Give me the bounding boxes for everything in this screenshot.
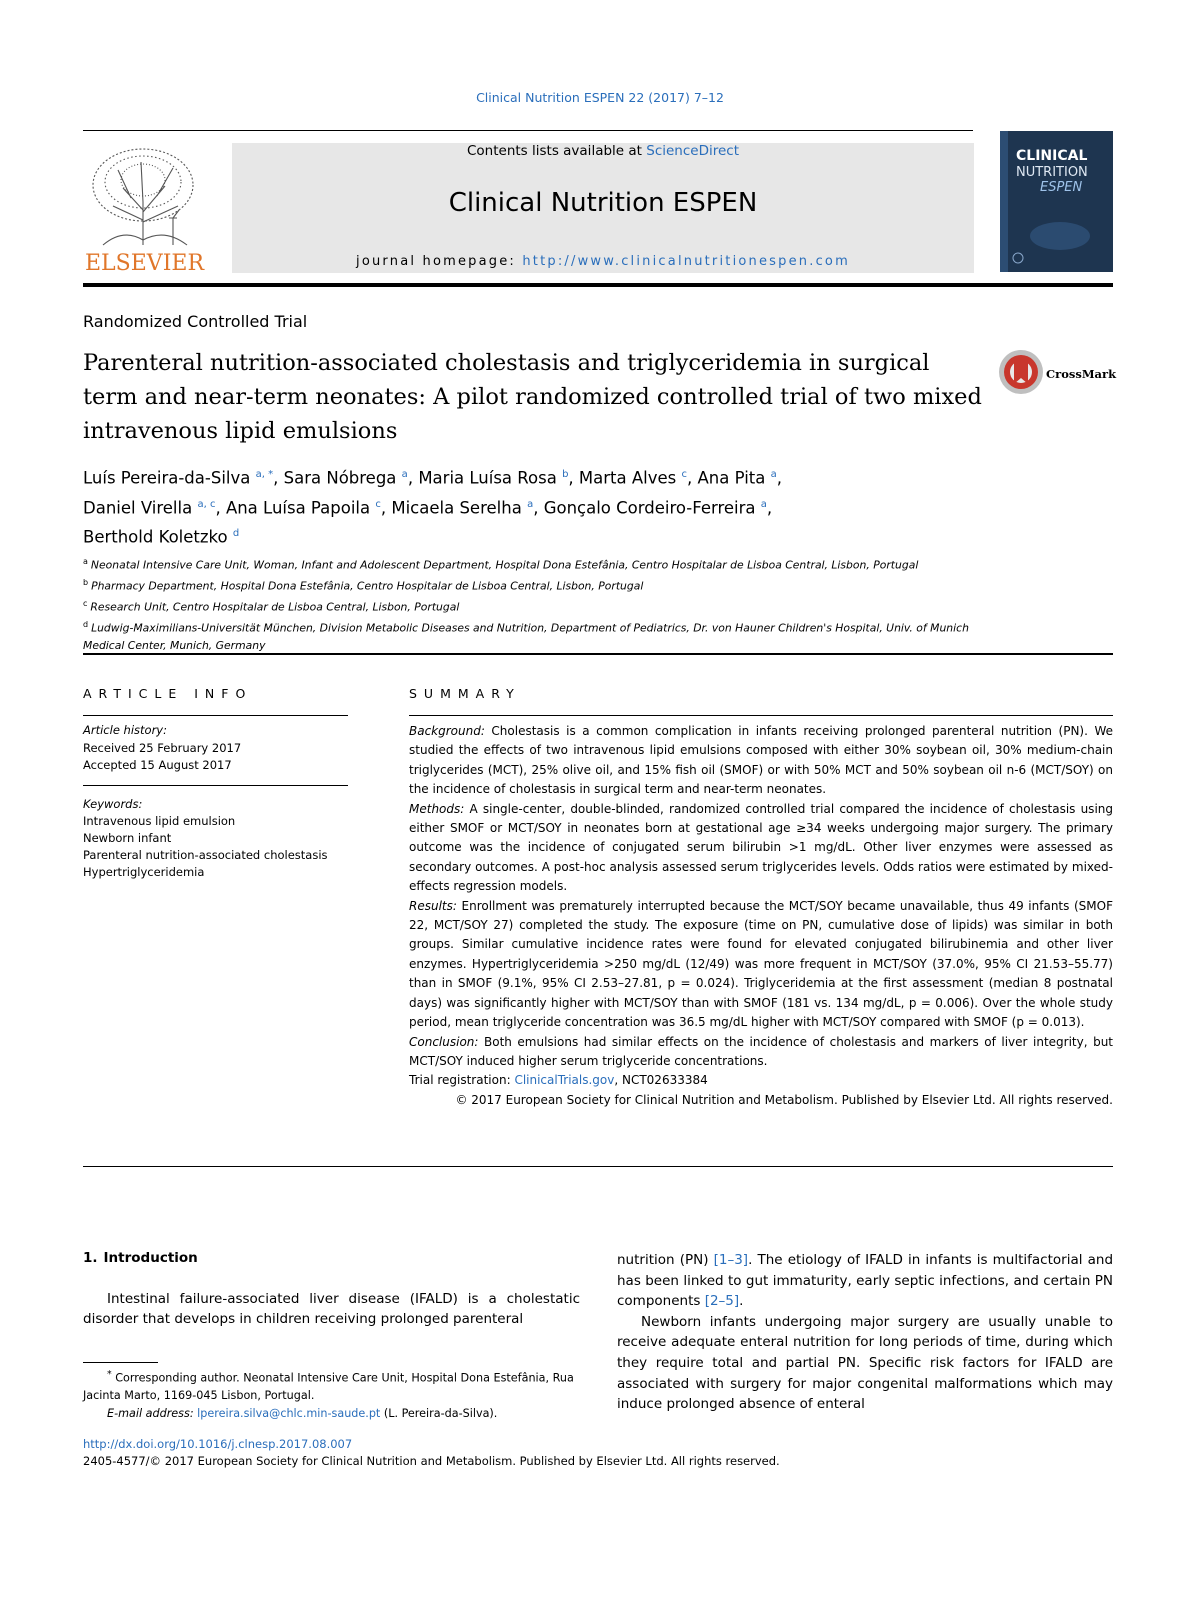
info-rule <box>83 785 348 786</box>
section-rule <box>83 653 1113 655</box>
author-name[interactable]: Ana Luísa Papoila <box>225 498 371 517</box>
author-name[interactable]: Micaela Serelha <box>391 498 522 517</box>
header-rule <box>83 130 973 131</box>
footnote-email <box>83 1405 580 1423</box>
keyword: Newborn infant <box>83 831 172 845</box>
summary-text <box>409 722 1113 1110</box>
article-type: Randomized Controlled Trial <box>83 312 308 331</box>
author-name[interactable]: Luís Pereira-da-Silva <box>83 468 251 488</box>
intro-paragraph-continued <box>617 1250 1113 1312</box>
author-name[interactable]: Sara Nóbrega <box>283 468 397 488</box>
section-rule <box>83 1166 1113 1167</box>
author-separator: , <box>766 498 773 517</box>
affiliation-text: Neonatal Intensive Care Unit, Woman, Infant and Adolescent Department, Hospital Dona Estefânia, Centro Hospitalar de Lisboa Central, Lisbon, Portugal <box>90 558 919 572</box>
conclusion-text: Both emulsions had similar effects on the incidence of cholestasis and markers of liver integrity, but MCT/SOY induced higher serum triglyceride concentrations. <box>409 1034 1113 1068</box>
author-separator: , <box>533 498 544 517</box>
affiliation-mark: a <box>83 557 88 566</box>
keywords-block <box>83 796 348 881</box>
contents-line <box>232 143 974 159</box>
author-separator: , <box>687 468 698 488</box>
affiliation-mark: d <box>83 620 89 630</box>
keyword: Hypertriglyceridemia <box>83 865 205 879</box>
info-rule <box>83 715 348 716</box>
author-list <box>83 462 983 551</box>
summary-rule <box>409 715 1113 716</box>
received-date: Received 25 February 2017 <box>83 740 242 755</box>
affiliation <box>83 616 993 655</box>
email-label: E-mail address: <box>107 1406 198 1420</box>
footnote-rule <box>83 1362 158 1363</box>
author-separator: , <box>568 468 579 488</box>
text-run: . The etiology of IFALD in infants is multifactorial and has been linked to gut immaturity, early septic infections, and certain PN components <box>617 1252 1114 1310</box>
cover-title-line1: CLINICAL <box>1016 148 1088 164</box>
journal-citation[interactable]: Clinical Nutrition ESPEN 22 (2017) 7–12 <box>476 90 724 105</box>
summary-results <box>409 897 1113 1033</box>
affiliation <box>83 574 993 595</box>
homepage-prefix: journal homepage: <box>356 254 523 269</box>
author-affiliation-mark[interactable]: b <box>562 469 569 480</box>
background-label: Background: <box>409 724 485 738</box>
author-separator: , <box>776 468 783 488</box>
trial-label: Trial registration: <box>409 1073 515 1088</box>
section-heading <box>83 1248 580 1269</box>
author-affiliation-mark[interactable]: a, c <box>197 498 216 510</box>
results-text: Enrollment was prematurely interrupted because the MCT/SOY became unavailable, thus 49 infants (SMOF 22, MCT/SOY 27) completed the study. The exposure (time on PN, cumulative dose of lipids) was similar in both groups. Similar cumulative incidence rates were found for elevated conjugated bilirubinemia and other liver enzymes. Hypertriglyceridemia >250 mg/dL (12/49) was more frequent in MCT/SOY (37.0%, 95% CI 21.53–55.77) than in SMOF (9.1%, 95% CI 2.53–27.81, p = 0.024). Triglyceridemia at the first assessment (median 8 postnatal days) was significantly higher with MCT/SOY than with SMOF (181 vs. 134 mg/dL, p = 0.006). Over the whole study period, mean triglyceride concentration was 36.5 mg/dL higher with MCT/SOY compared with SMOF (p = 0.013). <box>409 898 1113 1030</box>
email-link[interactable]: lpereira.silva@chlc.min-saude.pt <box>197 1406 381 1420</box>
text-run: . <box>739 1293 744 1310</box>
affiliation-mark: b <box>83 578 89 588</box>
footnote-text <box>83 1366 580 1405</box>
journal-cover-image[interactable] <box>1000 131 1113 272</box>
contents-prefix: Contents lists available at <box>466 143 647 159</box>
keywords-label: Keywords: <box>83 797 143 811</box>
email-suffix: (L. Pereira-da-Silva). <box>380 1406 498 1420</box>
keyword: Parenteral nutrition-associated cholestasis <box>83 848 328 862</box>
author-affiliation-mark[interactable]: a <box>401 469 408 480</box>
author-separator: , <box>407 468 419 488</box>
methods-label: Methods: <box>409 801 465 816</box>
author-separator: , <box>215 498 226 517</box>
header-thick-rule <box>83 283 1113 287</box>
cover-title-line3: ESPEN <box>1040 180 1083 195</box>
body-left-column <box>83 1248 580 1330</box>
author-affiliation-mark[interactable]: a <box>527 498 534 510</box>
issn-copyright: 2405-4577/© 2017 European Society for Clinical Nutrition and Metabolism. Published by Elsevier Ltd. All rights reserved. <box>83 1454 780 1468</box>
section-number: 1. <box>83 1250 98 1266</box>
author-affiliation-mark[interactable]: c <box>681 469 688 480</box>
trial-id: , NCT02633384 <box>614 1073 708 1088</box>
affiliation-text: Research Unit, Centro Hospitalar de Lisboa Central, Lisbon, Portugal <box>90 600 460 614</box>
footnote-body: Corresponding author. Neonatal Intensive Care Unit, Hospital Dona Estefânia, Rua Jacinta Marto, 1169-045 Lisbon, Portugal. <box>83 1371 574 1403</box>
crossmark-label: CrossMark <box>1046 367 1117 381</box>
history-label: Article history: <box>83 723 167 737</box>
author-affiliation-mark[interactable]: a <box>760 498 767 510</box>
author-affiliation-mark[interactable]: d <box>232 528 240 539</box>
body-right-column <box>617 1250 1113 1415</box>
author-name[interactable]: Ana Pita <box>697 468 766 488</box>
conclusion-label: Conclusion: <box>409 1034 479 1049</box>
trial-registration <box>409 1071 1113 1090</box>
results-label: Results: <box>409 898 457 913</box>
corresponding-author-footnote <box>83 1366 580 1422</box>
summary-copyright: © 2017 European Society for Clinical Nutrition and Metabolism. Published by Elsevier Ltd. All rights reserved. <box>455 1092 1113 1107</box>
homepage-link[interactable]: http://www.clinicalnutritionespen.com <box>522 254 850 269</box>
author-name[interactable]: Maria Luísa Rosa <box>418 468 557 488</box>
article-info-heading: ARTICLE INFO <box>83 686 253 701</box>
crossmark-icon <box>997 348 1117 396</box>
author-affiliation-mark[interactable]: a <box>770 469 777 480</box>
intro-paragraph: Newborn infants undergoing major surgery are usually unable to receive adequate enteral nutrition for long periods of time, during which they require total and partial PN. Specific risk factors for IFALD are associated with surgery for major congenital malformations which may induce prolonged absence of enteral <box>617 1313 1113 1413</box>
summary-heading: SUMMARY <box>409 686 521 701</box>
author-name[interactable]: Gonçalo Cordeiro-Ferreira <box>543 498 756 517</box>
keyword: Intravenous lipid emulsion <box>83 814 236 828</box>
summary-background <box>409 722 1113 800</box>
elsevier-logo <box>83 140 213 275</box>
affiliations <box>83 553 993 655</box>
author-name[interactable]: Daniel Virella <box>83 498 193 517</box>
footnote-mark: * <box>107 1369 112 1380</box>
reference-link[interactable]: [2–5] <box>704 1293 740 1310</box>
summary-conclusion <box>409 1033 1113 1072</box>
homepage-line <box>232 254 974 269</box>
article-history <box>83 722 348 775</box>
affiliation <box>83 595 993 616</box>
methods-text: A single-center, double-blinded, randomized controlled trial compared the incidence of cholestasis using either SMOF or MCT/SOY in neonates born at gestational age ≥34 weeks undergoing major surgery. The primary outcome was the incidence of conjugated serum bilirubin >1 mg/dL. Other liver enzymes were assessed as secondary outcomes. A post-hoc analysis assessed serum triglycerides levels. Odds ratios were estimated by mixed-effects regression models. <box>409 801 1113 894</box>
elsevier-wordmark: ELSEVIER <box>85 251 205 275</box>
cover-title-line2: NUTRITION <box>1016 165 1088 180</box>
author-affiliation-mark[interactable]: a, * <box>255 469 274 480</box>
cover-art-icon <box>1000 131 1113 272</box>
author-name[interactable]: Marta Alves <box>578 468 677 488</box>
reference-link[interactable]: [1–3] <box>713 1252 749 1268</box>
elsevier-tree-icon <box>83 140 213 275</box>
author-separator: , <box>273 468 284 488</box>
section-title: Introduction <box>103 1250 198 1266</box>
author-separator: , <box>380 498 392 517</box>
journal-name: Clinical Nutrition ESPEN <box>448 188 758 218</box>
text-run: nutrition (PN) <box>617 1252 714 1268</box>
clinicaltrials-link[interactable]: ClinicalTrials.gov <box>514 1073 615 1088</box>
affiliation-mark: c <box>83 599 88 609</box>
author-name[interactable]: Berthold Koletzko <box>83 527 228 547</box>
sciencedirect-link[interactable]: ScienceDirect <box>646 143 740 159</box>
doi-link[interactable]: http://dx.doi.org/10.1016/j.clnesp.2017.08.007 <box>83 1437 353 1451</box>
author-affiliation-mark[interactable]: c <box>375 498 381 510</box>
affiliation-text: Ludwig-Maximilians-Universität München, Division Metabolic Diseases and Nutrition, Department of Pediatrics, Dr. von Hauner Children's Hospital, Univ. of Munich Medical Center, Munich, Germany <box>83 621 969 653</box>
accepted-date: Accepted 15 August 2017 <box>83 758 232 772</box>
affiliation <box>83 553 993 574</box>
article-title: Parenteral nutrition-associated cholestasis and triglyceridemia in surgical term and near-term neonates: A pilot randomized controlled trial of two mixed intravenous lipid emulsions <box>83 350 982 444</box>
intro-paragraph: Intestinal failure-associated liver disease (IFALD) is a cholestatic disorder that develops in children receiving prolonged parenteral <box>83 1290 580 1327</box>
summary-methods <box>409 800 1113 897</box>
crossmark-badge[interactable] <box>997 348 1117 396</box>
background-text: Cholestasis is a common complication in infants receiving prolonged parenteral nutrition (PN). We studied the effects of two intravenous lipid emulsions composed with either 30% soybean oil, 30% medium-chain triglycerides (MCT), 25% olive oil, and 15% fish oil (SMOF) or with 50% MCT and 50% soybean oil n-6 (MCT/SOY) on the incidence of cholestasis in surgical term and near-term neonates. <box>409 724 1113 797</box>
affiliation-text: Pharmacy Department, Hospital Dona Estefânia, Centro Hospitalar de Lisboa Central, Lisbon, Portugal <box>91 579 644 593</box>
